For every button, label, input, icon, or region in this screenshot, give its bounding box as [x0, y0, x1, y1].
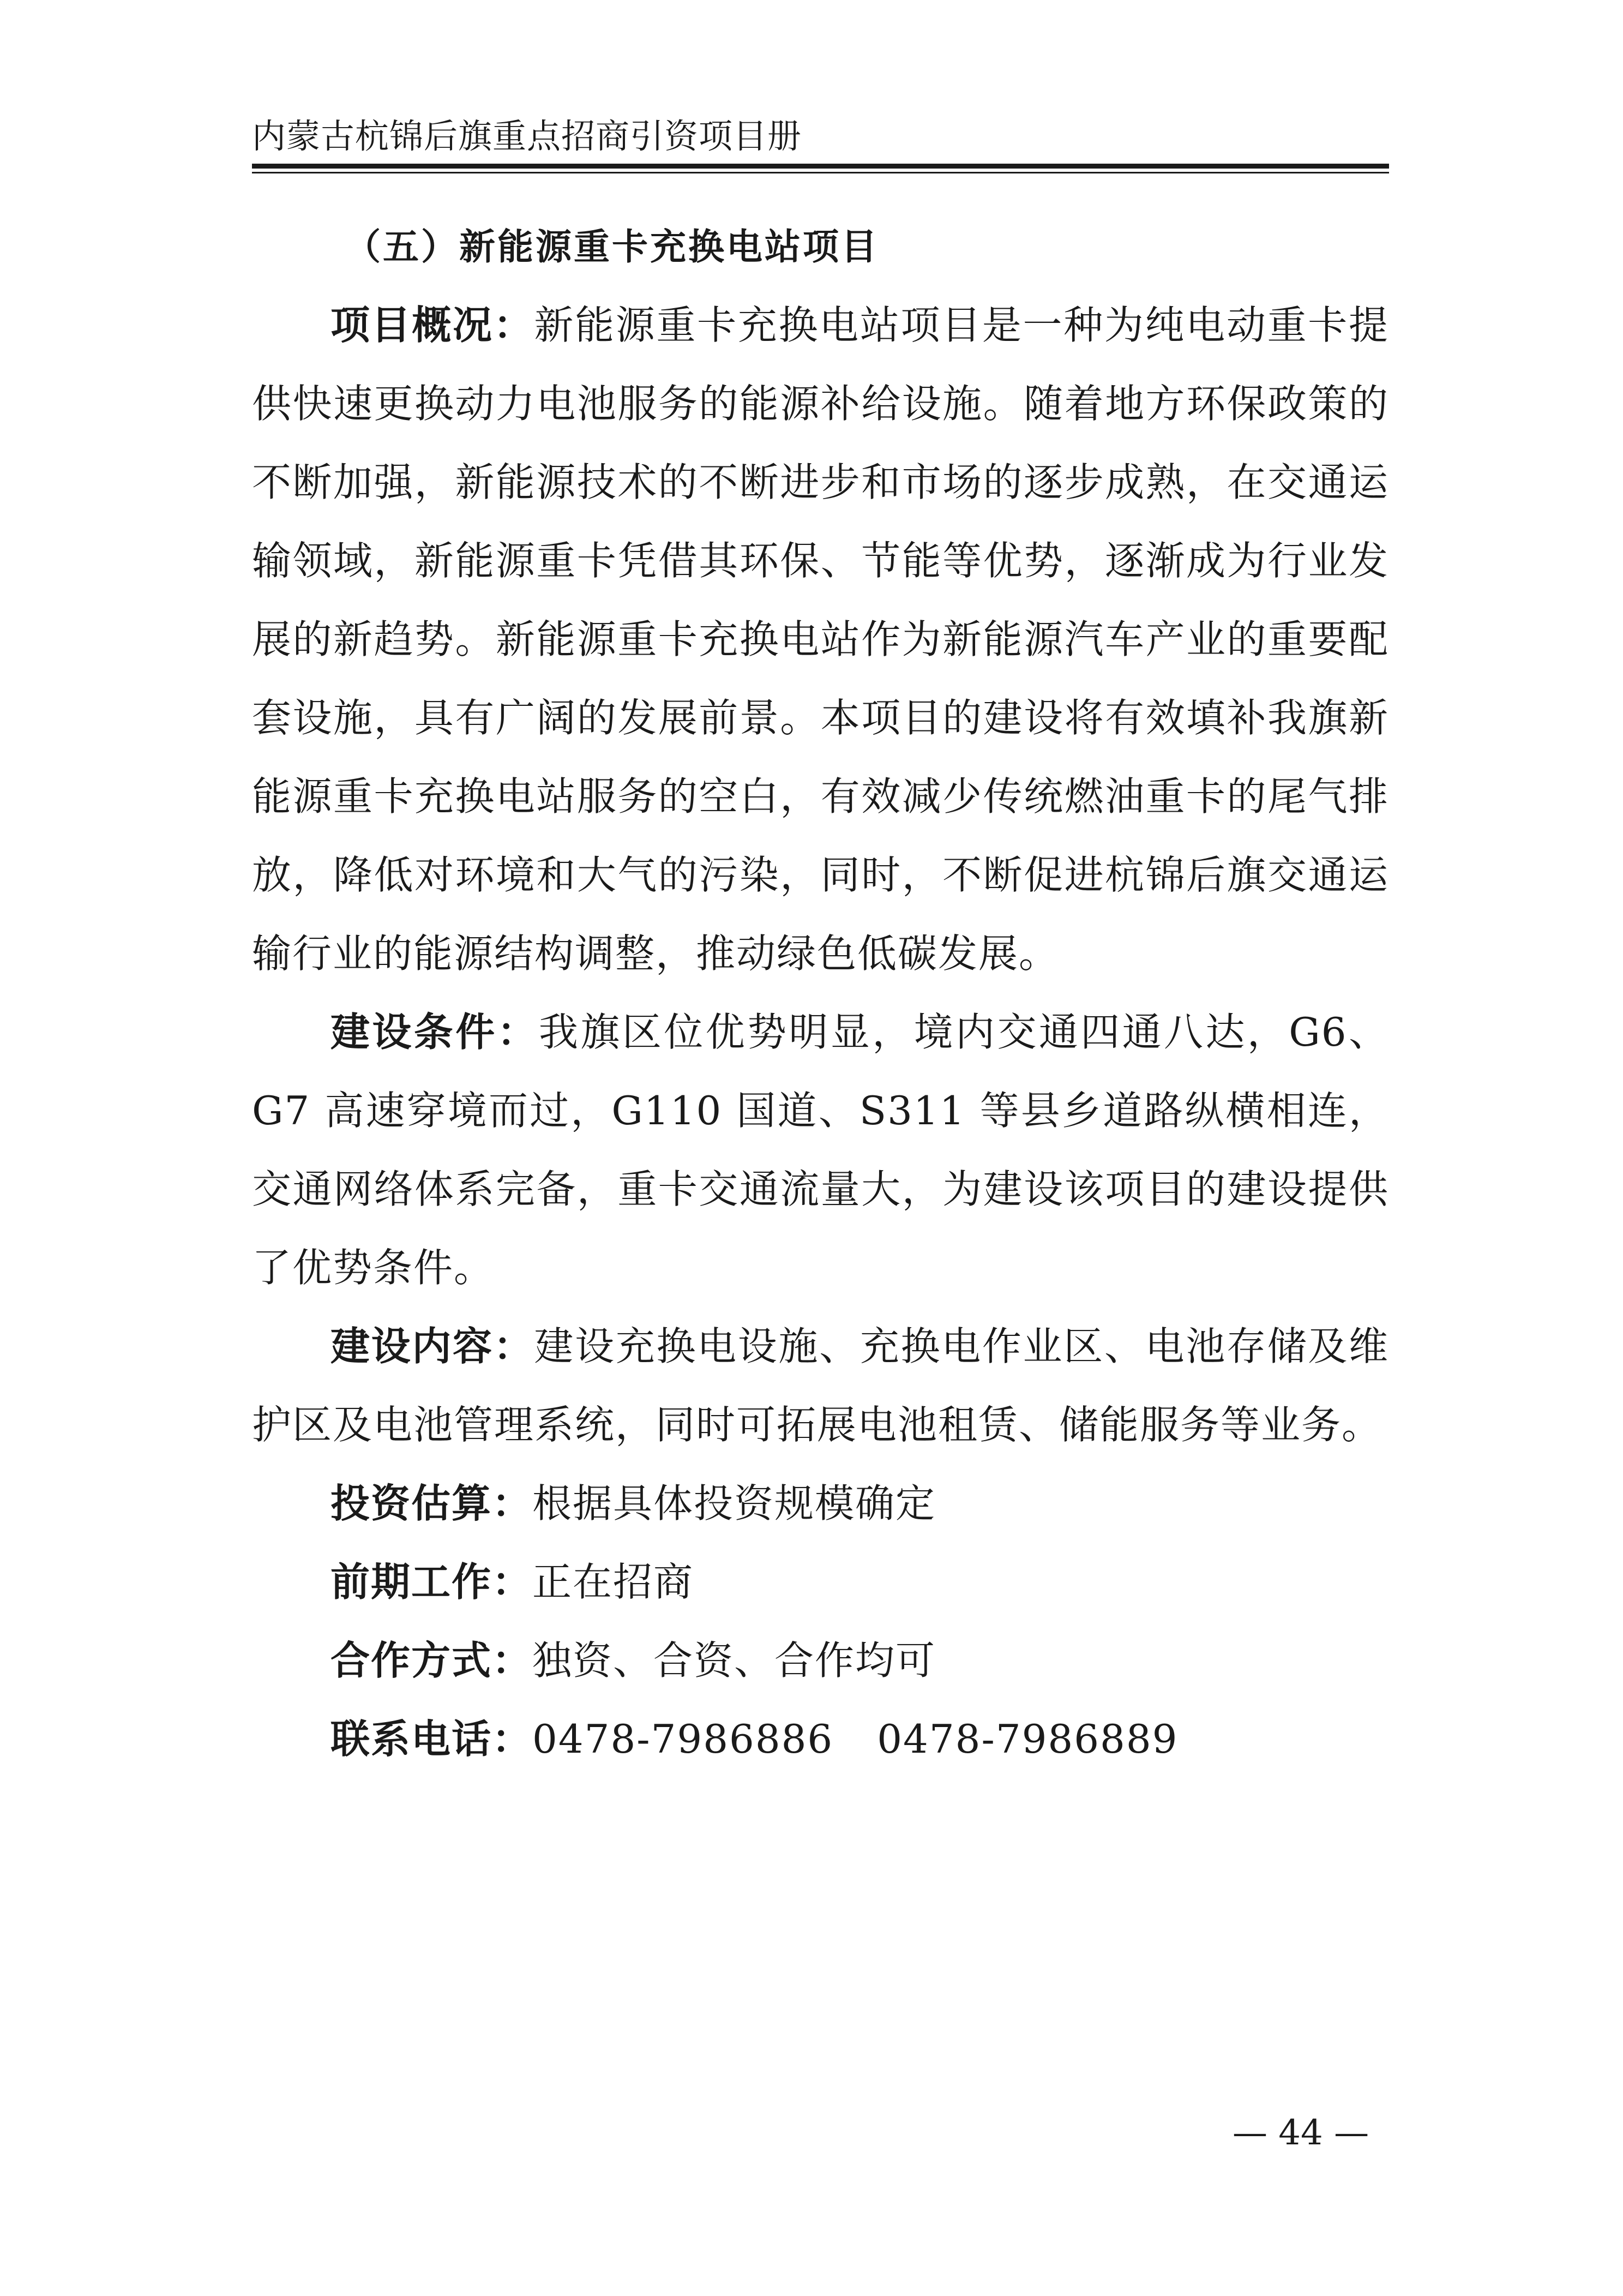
preliminary-line	[252, 1543, 1389, 1621]
preliminary-value: 正在招商	[532, 1559, 694, 1605]
investment-value: 根据具体投资规模确定	[532, 1480, 936, 1526]
conditions-paragraph	[252, 993, 1389, 1307]
header-rule-thin	[252, 172, 1389, 173]
preliminary-label: 前期工作：	[330, 1558, 533, 1605]
conditions-text: 我旗区位优势明显，境内交通四通八达，G6、G7 高速穿境而过，G110 国道、S311 等县乡道路纵横相连，交通网络体系完备，重卡交通流量大，为建设该项目的建设提供了优势条件。	[252, 1009, 1389, 1291]
page-number: — 44 —	[1232, 2113, 1369, 2153]
contents-paragraph	[252, 1307, 1389, 1464]
contact-label: 联系电话：	[330, 1716, 533, 1762]
contact-line	[252, 1700, 1389, 1778]
overview-paragraph	[252, 286, 1389, 993]
section-title: （五）新能源重卡充换电站项目	[345, 225, 879, 268]
contents-text: 建设充换电设施、充换电作业区、电池存储及维护区及电池管理系统，同时可拓展电池租赁、储能服务等业务。	[252, 1323, 1389, 1448]
cooperation-line	[252, 1621, 1389, 1700]
contact-phone-1: 0478-7986886	[532, 1716, 834, 1762]
header-rule-thick	[252, 164, 1389, 169]
investment-line	[252, 1464, 1389, 1543]
conditions-label: 建设条件：	[330, 1009, 539, 1055]
main-content	[252, 207, 1389, 1778]
running-header: 内蒙古杭锦后旗重点招商引资项目册	[252, 116, 802, 156]
overview-text: 新能源重卡充换电站项目是一种为纯电动重卡提供快速更换动力电池服务的能源补给设施。随着地方环保政策的不断加强，新能源技术的不断进步和市场的逐步成熟，在交通运输领域，新能源重卡凭借其环保、节能等优势，逐渐成为行业发展的新趋势。新能源重卡充换电站作为新能源汽车产业的重要配套设施，具有广阔的发展前景。本项目的建设将有效填补我旗新能源重卡充换电站服务的空白，有效减少传统燃油重卡的尾气排放，降低对环境和大气的污染，同时，不断促进杭锦后旗交通运输行业的能源结构调整，推动绿色低碳发展。	[252, 302, 1389, 976]
cooperation-value: 独资、合资、合作均可	[532, 1638, 936, 1683]
overview-label: 项目概况：	[330, 302, 534, 348]
investment-label: 投资估算：	[330, 1480, 533, 1526]
contact-phone-2: 0478-7986889	[877, 1716, 1179, 1762]
contents-label: 建设内容：	[330, 1323, 534, 1369]
cooperation-label: 合作方式：	[330, 1637, 533, 1683]
